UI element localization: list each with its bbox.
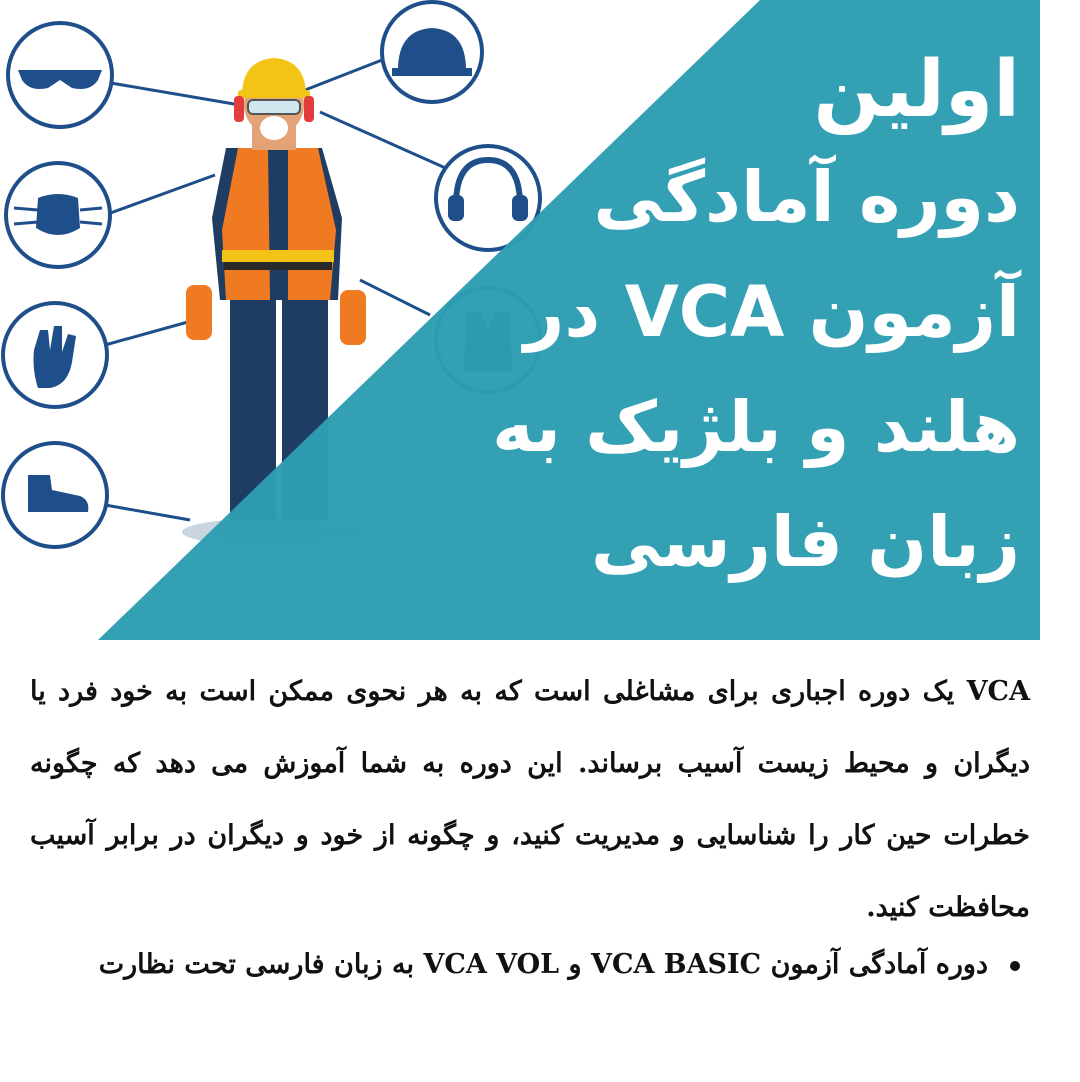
headline-line-5: زبان فارسی [590, 501, 1020, 583]
headline-line-4: هلند و بلژیک به [492, 386, 1020, 468]
headline-line-1: اولین [813, 45, 1020, 135]
face-mask-icon [6, 163, 110, 267]
bullet-item [99, 935, 1020, 995]
headline [460, 40, 1020, 600]
headline-line-2: دوره آمادگی [593, 156, 1020, 238]
safety-boot-icon [3, 443, 107, 547]
bullet-text: دوره آمادگی آزمون VCA BASIC و VCA VOL به زبان فارسی تحت نظارت [98, 949, 988, 980]
gloves-icon [3, 303, 107, 407]
headline-line-3: آزمون VCA در [524, 271, 1020, 353]
safety-glasses-icon [8, 23, 112, 127]
description-paragraph: VCA یک دوره اجباری برای مشاغلی است که به هر نحوی ممکن است به خود فرد یا دیگران و محیط زیست آسیب برساند. این دوره به شما آموزش می دهد که چگونه خطرات حین کار را شناسایی و مدیریت کنید، و چگونه از خود و دیگران در برابر آسیب محافظت کنید. [30, 676, 1030, 923]
bullet-dot-icon [1010, 961, 1020, 971]
